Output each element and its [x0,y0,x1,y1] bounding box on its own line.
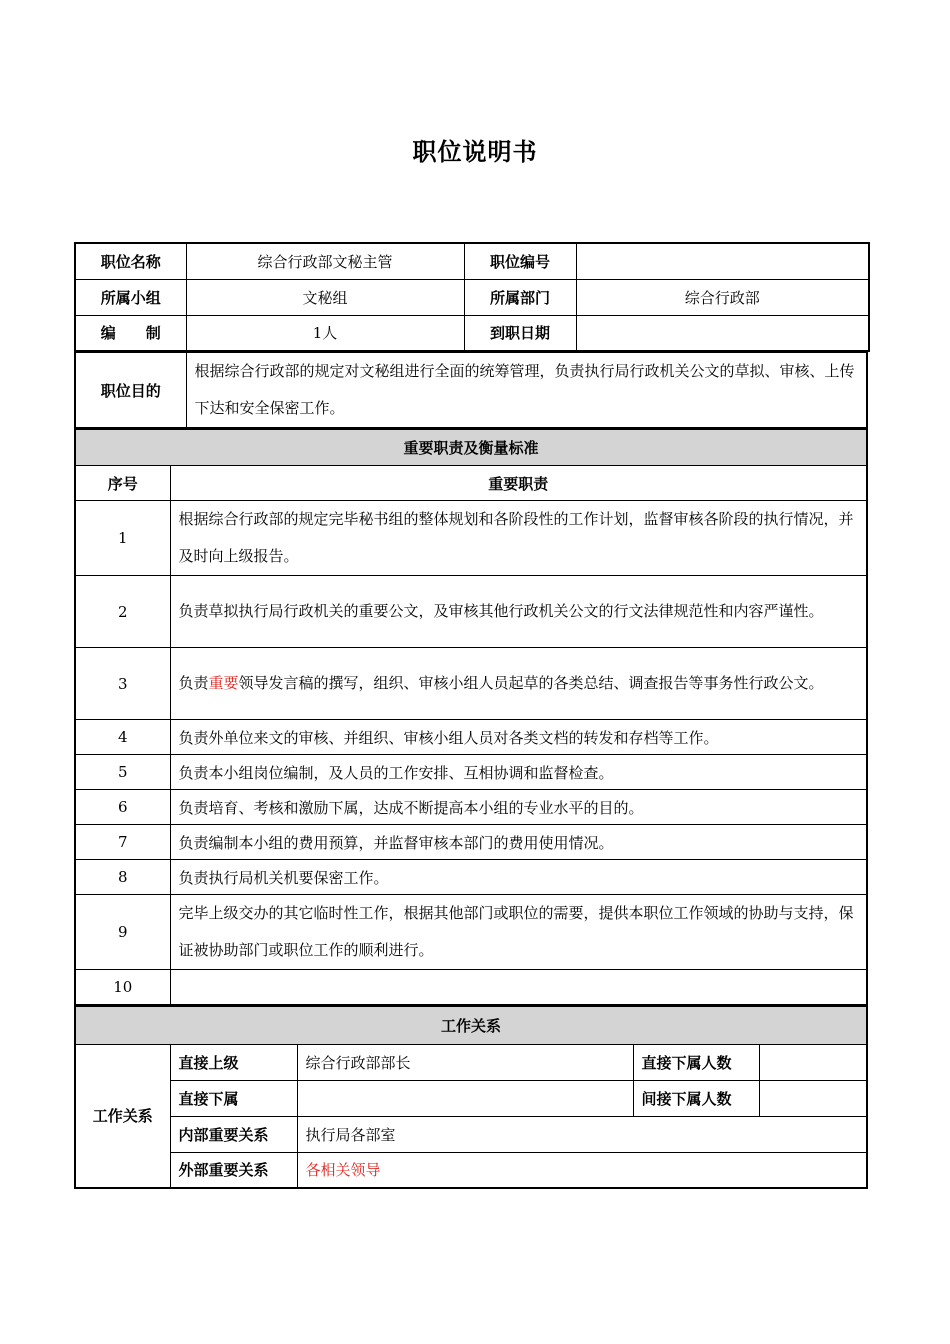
duty-no: 9 [75,895,170,970]
direct-sub-label: 直接下属 [170,1080,297,1116]
position-code-value [576,243,869,279]
group-label: 所属小组 [75,279,186,315]
duty-text-post: 领导发言稿的撰写，组织、审核小组人员起草的各类总结、调查报告等事务性行政公文。 [238,674,824,692]
headcount-value: 1人 [186,315,464,351]
duty-no: 10 [75,970,170,1005]
purpose-text: 根据综合行政部的规定对文秘组进行全面的统筹管理，负责执行局行政机关公文的草拟、审核、上传下达和安全保密工作。 [186,353,867,429]
duty-no: 3 [75,648,170,720]
indirect-sub-count-label: 间接下属人数 [633,1080,759,1116]
internal-relations-label: 内部重要关系 [170,1116,297,1152]
direct-sub-count-label: 直接下属人数 [633,1044,759,1080]
basic-info-table [74,242,870,352]
duty-text: 完毕上级交办的其它临时性工作，根据其他部门或职位的需要，提供本职位工作领域的协助与支持，保证被协助部门或职位工作的顺利进行。 [170,895,867,970]
start-date-label: 到职日期 [464,315,576,351]
duties-col-duty: 重要职责 [170,466,867,501]
duty-no: 1 [75,501,170,576]
duty-row [75,501,867,576]
duties-col-no: 序号 [75,466,170,501]
relations-section-title: 工作关系 [75,1006,867,1044]
document-title: 职位说明书 [412,138,538,166]
duties-section-title: 重要职责及衡量标准 [75,430,867,466]
duty-row [75,720,867,755]
duty-no: 8 [75,860,170,895]
headcount-label: 编 制 [75,315,186,351]
purpose-table [74,352,868,429]
group-value: 文秘组 [186,279,464,315]
department-label: 所属部门 [464,279,576,315]
duty-row [75,970,867,1005]
relations-table [74,1006,868,1190]
duty-no: 4 [75,720,170,755]
duty-text-highlight: 重要 [208,674,239,692]
indirect-sub-count-value [759,1080,867,1116]
direct-sub-count-value [759,1044,867,1080]
duty-no: 5 [75,755,170,790]
internal-relations-value: 执行局各部室 [297,1116,867,1152]
duty-text: 负责编制本小组的费用预算，并监督审核本部门的费用使用情况。 [170,825,867,860]
duty-row [75,825,867,860]
direct-sub-value [297,1080,633,1116]
duty-no: 7 [75,825,170,860]
position-name-value: 综合行政部文秘主管 [186,243,464,279]
superior-label: 直接上级 [170,1044,297,1080]
duty-text: 负责培育、考核和激励下属，达成不断提高本小组的专业水平的目的。 [170,790,867,825]
duty-text: 根据综合行政部的规定完毕秘书组的整体规划和各阶段性的工作计划，监督审核各阶段的执行情况，并及时向上级报告。 [170,501,867,576]
duty-row [75,576,867,648]
relations-row-label: 工作关系 [75,1044,170,1188]
duties-table [74,429,868,1006]
start-date-value [576,315,869,351]
duty-text: 负责本小组岗位编制，及人员的工作安排、互相协调和监督检查。 [170,755,867,790]
duty-row [75,755,867,790]
duty-no: 6 [75,790,170,825]
position-name-label: 职位名称 [75,243,186,279]
duty-text-pre: 负责 [178,674,209,692]
external-relations-value: 各相关领导 [297,1152,867,1188]
duty-row [75,895,867,970]
duty-text: 负责草拟执行局行政机关的重要公文，及审核其他行政机关公文的行文法律规范性和内容严谨性。 [170,576,867,648]
duty-row [75,790,867,825]
external-relations-label: 外部重要关系 [170,1152,297,1188]
position-code-label: 职位编号 [464,243,576,279]
job-description-sheet [74,242,868,1189]
superior-value: 综合行政部部长 [297,1044,633,1080]
department-value: 综合行政部 [576,279,869,315]
duty-text: 负责执行局机关机要保密工作。 [170,860,867,895]
duty-text [170,648,867,720]
duty-text: 负责外单位来文的审核、并组织、审核小组人员对各类文档的转发和存档等工作。 [170,720,867,755]
duty-text [170,970,867,1005]
purpose-label: 职位目的 [75,353,186,429]
duty-no: 2 [75,576,170,648]
duty-row [75,648,867,720]
duty-row [75,860,867,895]
